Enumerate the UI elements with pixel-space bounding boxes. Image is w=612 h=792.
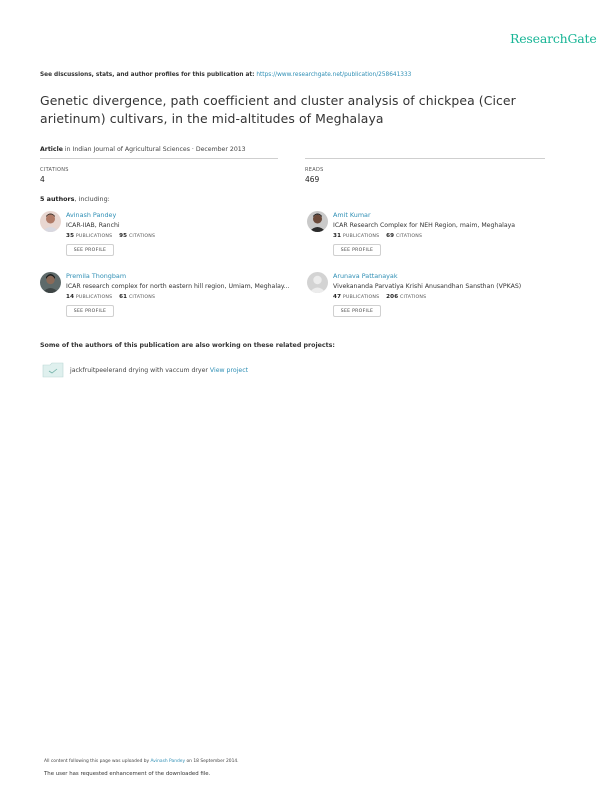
authors-suffix: , including: xyxy=(74,195,110,203)
author-citations-count: 69 xyxy=(386,233,395,239)
publications-label: PUBLICATIONS xyxy=(342,234,380,239)
project-text xyxy=(70,367,248,374)
project-folder-icon xyxy=(42,362,64,382)
publication-url-link[interactable]: https://www.researchgate.net/publication/258641333 xyxy=(256,72,412,78)
see-profile-button[interactable]: SEE PROFILE xyxy=(66,305,114,317)
upload-date: on 18 September 2014. xyxy=(186,759,239,764)
publication-meta xyxy=(40,146,246,153)
author-stats xyxy=(333,233,422,239)
author-stats xyxy=(333,294,426,300)
project-title: jackfruitpeelerand drying with vaccum dryer xyxy=(70,367,208,374)
author-avatar[interactable] xyxy=(307,211,328,232)
researchgate-logo: ResearchGate xyxy=(510,31,597,46)
author-institution: ICAR research complex for north eastern hill region, Umiam, Meghalay... xyxy=(66,283,290,290)
upload-note xyxy=(44,759,239,764)
authors-count: 5 authors xyxy=(40,195,75,203)
author-publications-count: 31 xyxy=(333,233,342,239)
publication-title: Genetic divergence, path coefficient and cluster analysis of chickpea (Cicer arietinum) cultivars, in the mid-altitudes of Meghalaya xyxy=(40,93,516,126)
author-citations-count: 95 xyxy=(119,233,128,239)
author-name-link[interactable]: Arunava Pattanayak xyxy=(333,272,398,280)
in-text: in xyxy=(64,146,71,153)
publication-date: · December 2013 xyxy=(191,146,246,153)
author-institution: ICAR-IIAB, Ranchi xyxy=(66,222,120,229)
author-publications-count: 35 xyxy=(66,233,75,239)
uploader-link[interactable]: Avinash Pandey xyxy=(150,759,186,764)
citations-label: CITATIONS xyxy=(128,295,156,300)
author-publications-count: 14 xyxy=(66,294,75,300)
default-avatar-icon[interactable] xyxy=(307,272,328,293)
publications-label: PUBLICATIONS xyxy=(342,295,380,300)
author-institution: Vivekananda Parvatiya Krishi Anusandhan Sansthan (VPKAS) xyxy=(333,283,522,290)
citations-label: CITATIONS xyxy=(40,167,69,173)
citations-label: CITATIONS xyxy=(400,295,427,300)
divider-left xyxy=(40,158,278,159)
upload-prefix: All content following this page was uploaded by xyxy=(44,759,150,764)
citations-count: 4 xyxy=(40,175,45,184)
reads-label: READS xyxy=(305,167,324,173)
authors-header xyxy=(40,195,110,203)
divider-right xyxy=(305,158,545,159)
author-stats xyxy=(66,294,155,300)
author-avatar[interactable] xyxy=(40,211,61,232)
author-stats xyxy=(66,233,155,239)
related-projects-header: Some of the authors of this publication are also working on these related projects: xyxy=(40,342,335,349)
see-profile-button[interactable]: SEE PROFILE xyxy=(333,305,381,317)
author-citations-count: 61 xyxy=(119,294,128,300)
see-profile-button[interactable]: SEE PROFILE xyxy=(333,244,381,256)
publications-label: PUBLICATIONS xyxy=(75,295,113,300)
see-profile-button[interactable]: SEE PROFILE xyxy=(66,244,114,256)
reads-count: 469 xyxy=(305,175,320,184)
view-project-link[interactable]: View project xyxy=(209,367,249,374)
author-name-link[interactable]: Avinash Pandey xyxy=(66,211,117,219)
publications-label: PUBLICATIONS xyxy=(75,234,113,239)
author-citations-count: 206 xyxy=(386,294,399,300)
author-avatar[interactable] xyxy=(40,272,61,293)
enhancement-note: The user has requested enhancement of the downloaded file. xyxy=(44,771,211,777)
publication-type: Article xyxy=(40,146,63,153)
author-institution: ICAR Research Complex for NEH Region, maim, Meghalaya xyxy=(333,222,516,229)
discussion-line xyxy=(40,72,411,78)
discussion-prefix: See discussions, stats, and author profiles for this publication at: xyxy=(40,72,255,78)
citations-label: CITATIONS xyxy=(128,234,156,239)
journal-name: Indian Journal of Agricultural Sciences xyxy=(72,146,190,153)
author-name-link[interactable]: Premila Thongbam xyxy=(66,272,127,280)
citations-label: CITATIONS xyxy=(395,234,423,239)
author-name-link[interactable]: Amit Kumar xyxy=(333,211,371,219)
author-publications-count: 47 xyxy=(333,294,342,300)
